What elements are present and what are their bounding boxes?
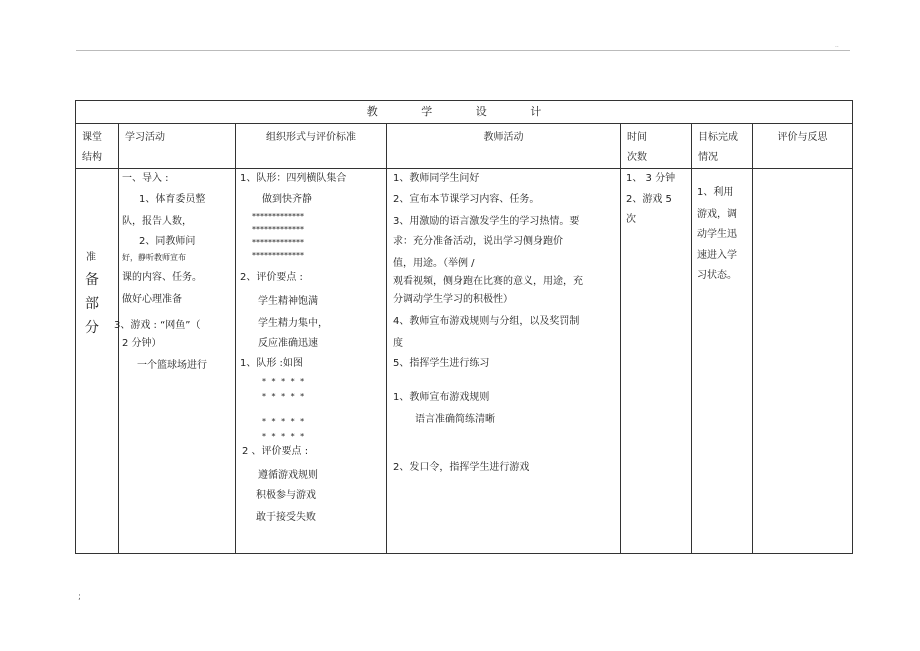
- header-rule: [76, 50, 850, 51]
- learning-line: 做好心理准备: [122, 294, 182, 305]
- corner-mark: ..: [835, 42, 839, 49]
- learning-line: 一个篮球场进行: [137, 360, 207, 371]
- org-line: 遵循游戏规则: [258, 470, 318, 481]
- org-formation-row: * * * * *: [262, 377, 305, 386]
- teacher-cell: [387, 169, 621, 554]
- learning-line: 队，报告人数，: [122, 216, 192, 227]
- teacher-line: 分调动学生学习的积极性）: [393, 294, 513, 305]
- structure-cell: [76, 169, 119, 554]
- organization-cell: [236, 169, 387, 554]
- learning-line: 2 分钟）: [122, 338, 162, 349]
- org-star-row: *************: [252, 225, 304, 234]
- goal-line: 习状态。: [697, 270, 737, 281]
- time-line: 次: [626, 214, 636, 225]
- goal-cell: [692, 169, 753, 554]
- org-star-row: *************: [252, 238, 304, 247]
- teacher-line: 求：充分准备活动，说出学习侧身跑价: [393, 236, 563, 247]
- goal-line: 速进入学: [697, 250, 737, 261]
- teacher-line: 1、教师宣布游戏规则: [393, 392, 490, 403]
- learning-cell: [114, 169, 236, 554]
- org-line: 2、评价要点 :: [240, 272, 303, 283]
- header-structure: [76, 124, 119, 169]
- learning-line: 一、导入 :: [122, 173, 169, 184]
- header-reflection: 评价与反思: [753, 124, 853, 169]
- org-line: 积极参与游戏: [256, 490, 316, 501]
- teacher-line: 2、发口令，指挥学生进行游戏: [393, 462, 530, 473]
- org-formation-row: * * * * *: [262, 432, 305, 441]
- org-line: 反应准确迅速: [258, 338, 318, 349]
- header-organization: 组织形式与评价标准: [236, 124, 387, 169]
- lesson-design-table: [75, 100, 853, 554]
- org-line: 1、队形 :如图: [240, 358, 303, 369]
- learning-line: 1、体育委员整: [139, 194, 206, 205]
- goal-line: 游戏，调: [697, 209, 737, 220]
- org-line: 1、队形：四列横队集合: [240, 173, 347, 184]
- structure-char: 部: [85, 296, 99, 312]
- learning-line: 2、同教师问: [139, 236, 196, 247]
- teacher-line: 值，用途。（举例 /: [393, 258, 475, 269]
- time-line: 2、游戏 5: [626, 194, 672, 205]
- reflection-cell: [753, 169, 853, 554]
- org-formation-row: * * * * *: [262, 417, 305, 426]
- header-goal-line1: 目标完成: [698, 132, 738, 143]
- org-formation-row: * * * * *: [262, 392, 305, 401]
- org-line: 2 、评价要点 :: [242, 446, 309, 457]
- org-star-row: *************: [252, 251, 304, 260]
- teacher-line: 度: [393, 338, 403, 349]
- org-line: 学生精力集中，: [258, 318, 328, 329]
- header-structure-line2: 结构: [82, 152, 102, 163]
- org-star-row: *************: [252, 212, 304, 221]
- learning-line: 课的内容、任务。: [122, 272, 202, 283]
- learning-line: 好，静听教师宣布: [122, 253, 186, 262]
- header-goal-line2: 情况: [698, 152, 718, 163]
- structure-char: 准: [86, 252, 96, 263]
- header-time: [621, 124, 692, 169]
- teacher-line: 5、指挥学生进行练习: [393, 358, 490, 369]
- header-goal: [692, 124, 753, 169]
- time-line: 1、 3 分钟: [626, 173, 676, 184]
- teacher-line: 语言准确简练清晰: [415, 414, 495, 425]
- header-learning: 学习活动: [119, 124, 236, 169]
- structure-char: 备: [85, 272, 99, 288]
- goal-line: 1、利用: [697, 187, 734, 198]
- org-line: 敢于接受失败: [256, 512, 316, 523]
- teacher-line: 2、宣布本节课学习内容、任务。: [393, 194, 540, 205]
- org-line: 学生精神饱满: [258, 296, 318, 307]
- teacher-line: 4、教师宣布游戏规则与分组，以及奖罚制: [393, 316, 580, 327]
- teacher-line: 观看视频，侧身跑在比赛的意义，用途，充: [393, 276, 583, 287]
- time-cell: [621, 169, 692, 554]
- header-time-line1: 时间: [627, 132, 647, 143]
- header-teacher: 教师活动: [387, 124, 621, 169]
- header-structure-line1: 课堂: [82, 132, 102, 143]
- structure-char: 分: [85, 320, 99, 336]
- teacher-line: 3、用激励的语言激发学生的学习热情。要: [393, 216, 580, 227]
- teacher-line: 1、教师同学生问好: [393, 173, 480, 184]
- footer-mark: ;: [78, 592, 82, 602]
- goal-line: 动学生迅: [697, 229, 737, 240]
- header-time-line2: 次数: [627, 152, 647, 163]
- table-title: 教 学 设 计: [76, 101, 853, 124]
- org-line: 做到快齐静: [262, 194, 312, 205]
- learning-line: 3、游戏 : “网鱼”（: [114, 320, 201, 331]
